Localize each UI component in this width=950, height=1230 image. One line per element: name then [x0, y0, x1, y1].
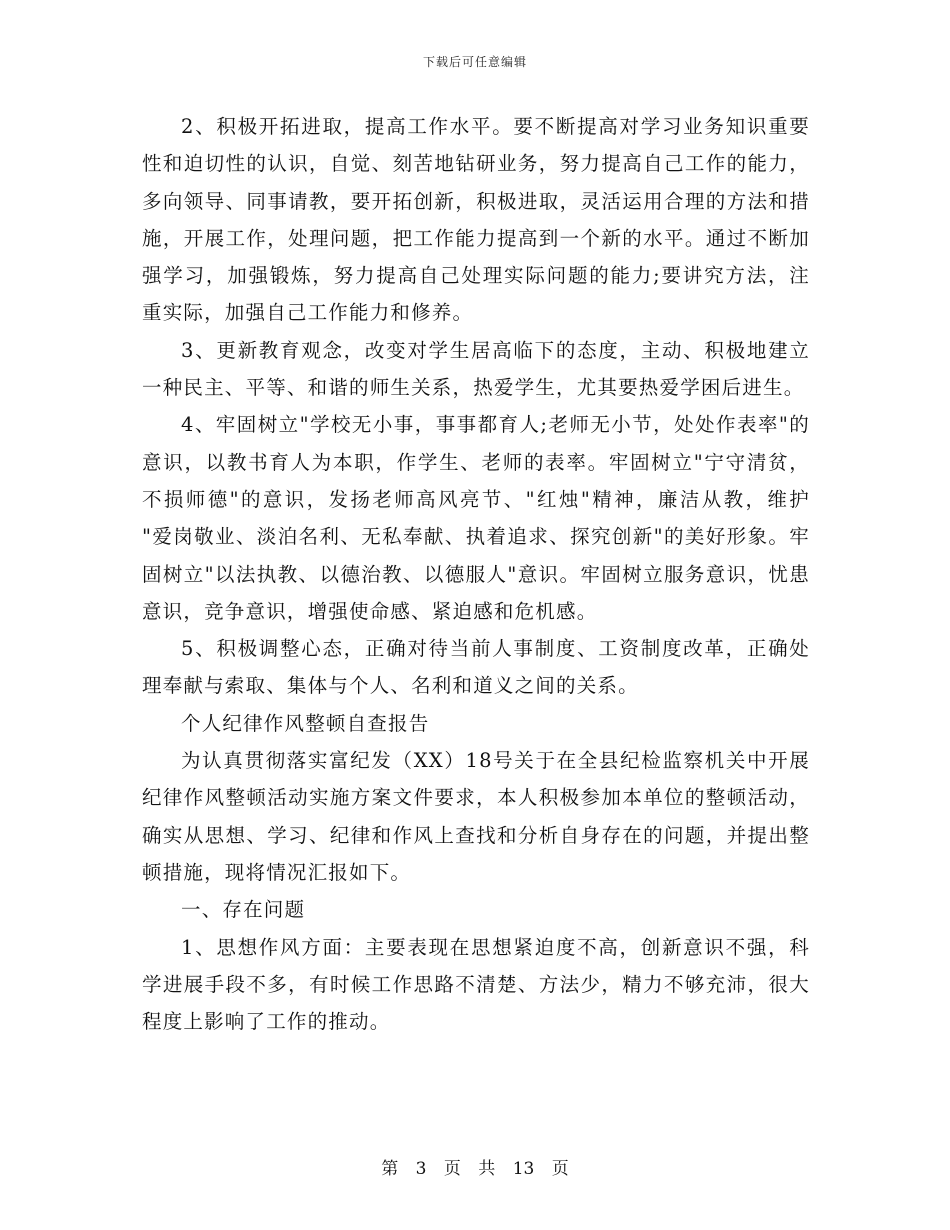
- report-title: 个人纪律作风整顿自查报告: [181, 711, 430, 735]
- paragraph-item-2: 2、积极开拓进取，提高工作水平。要不断提高对学习业务知识重要性和迫切性的认识，自觉、刻苦地钻研业务，努力提高自己工作的能力，多向领导、同事请教，要开拓创新，积极进取，灵活运用合理的方法和措施，开展工作，处理问题，把工作能力提高到一个新的水平。通过不断加强学习，加强锻炼，努力提高自己处理实际问题的能力;要讲究方法，注重实际，加强自己工作能力和修养。: [142, 115, 810, 325]
- footer-suffix: 页: [551, 1159, 569, 1179]
- footer-total-word: 共: [478, 1159, 496, 1179]
- paragraph-item-5: 5、积极调整心态，正确对待当前人事制度、工资制度改革，正确处理奉献与索取、集体与个人、名利和道义之间的关系。: [142, 637, 810, 698]
- page-header: 下载后可任意编辑: [422, 55, 527, 69]
- current-page-number: 3: [415, 1159, 427, 1179]
- footer-prefix: 第: [381, 1159, 399, 1179]
- paragraph-item-3: 3、更新教育观念，改变对学生居高临下的态度，主动、积极地建立一种民主、平等、和谐的师生关系，热爱学生，尤其要热爱学困后进生。: [142, 338, 810, 400]
- total-page-number: 13: [512, 1159, 535, 1179]
- page-footer: [0, 1154, 950, 1179]
- section-heading: 一、存在问题: [181, 898, 306, 922]
- document-body: [142, 108, 810, 1040]
- report-intro: 为认真贯彻落实富纪发（XX）18号关于在全县纪检监察机关中开展纪律作风整顿活动实施方案文件要求，本人积极参加本单位的整顿活动，确实从思想、学习、纪律和作风上查找和分析自身存在的问题，并提出整顿措施，现将情况汇报如下。: [142, 749, 810, 884]
- footer-page-word: 页: [443, 1159, 461, 1179]
- paragraph-item-4: 4、牢固树立"学校无小事，事事都育人;老师无小节，处处作表率"的意识，以教书育人为本职，作学生、老师的表率。牢固树立"宁守清贫，不损师德"的意识，发扬老师高风亮节、"红烛"精神，廉洁从教，维护 "爱岗敬业、淡泊名利、无私奉献、执着追求、探究创新"的美好形象。牢固树立"以法执教、以德治教、以德服人"意识。牢固树立服务意识，忧患意识，竞争意识，增强使命感、紧迫感和危机感。: [142, 413, 810, 623]
- paragraph-thought-style: 1、思想作风方面：主要表现在思想紧迫度不高，创新意识不强，科学进展手段不多，有时候工作思路不清楚、方法少，精力不够充沛，很大程度上影响了工作的推动。: [142, 935, 810, 1034]
